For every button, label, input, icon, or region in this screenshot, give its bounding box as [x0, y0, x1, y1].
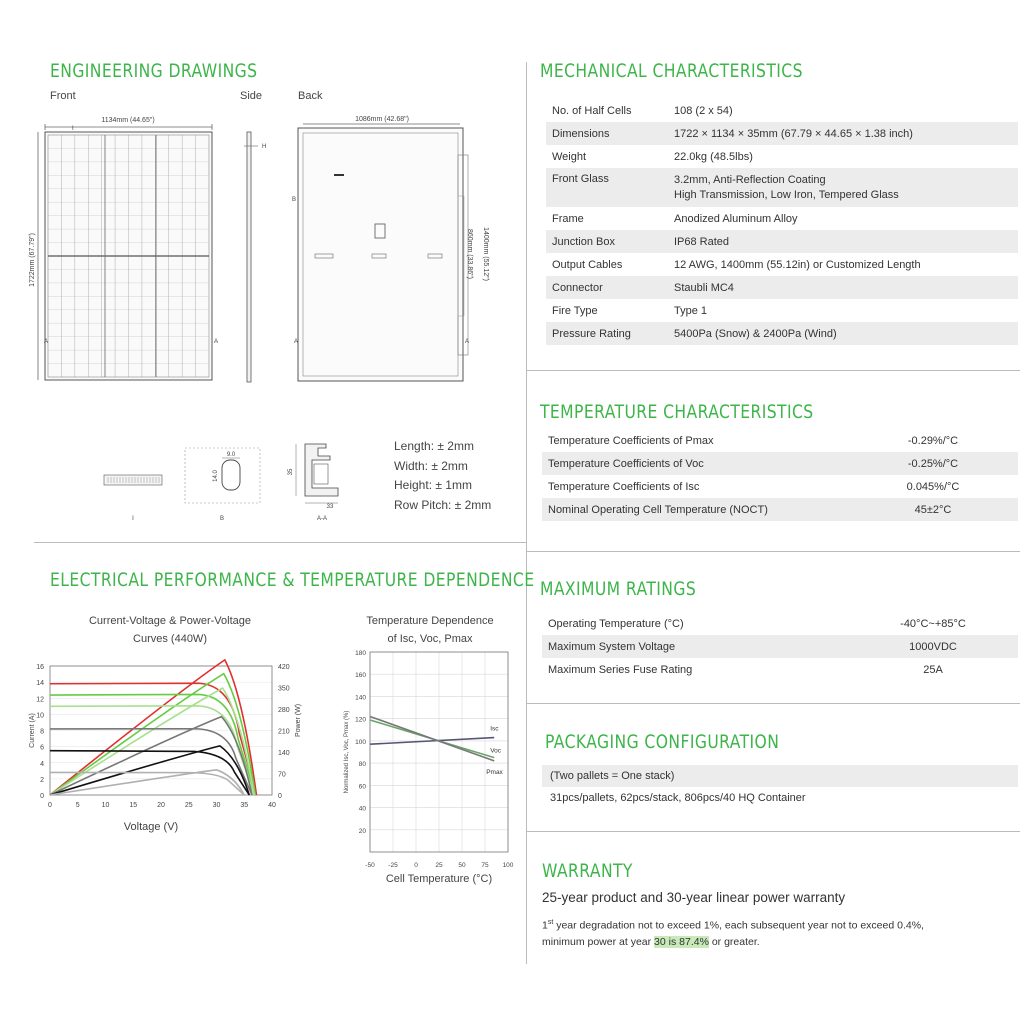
table-row: Frame Anodized Aluminum Alloy	[552, 212, 798, 225]
mark-a-back-left: A	[294, 339, 299, 345]
x-tick-label: 25	[184, 802, 193, 809]
back-height-dim: 1400mm (55.12")	[482, 227, 489, 281]
y-tick-label: 0	[40, 793, 44, 800]
table-row: Weight 22.0kg (48.5lbs)	[552, 150, 753, 163]
divider-after-ratings	[527, 703, 1020, 704]
back-width-dim: 1086mm (42.68")	[355, 116, 409, 123]
electrical-title: ELECTRICAL PERFORMANCE & TEMPERATURE DEPENDENCE	[50, 569, 535, 591]
y-tick-label: 120	[355, 716, 366, 724]
dim-14: 14.0	[213, 470, 219, 482]
warranty-title: WARRANTY	[542, 860, 633, 882]
packaging-detail: 31pcs/pallets, 62pcs/stack, 806pcs/40 HQ Container	[550, 792, 806, 804]
ratings-table	[542, 612, 1018, 681]
y2-axis-label: Power (W)	[295, 703, 302, 738]
y-tick-label: 2	[40, 776, 44, 784]
y-tick-label: 4	[40, 760, 44, 768]
y2-tick-label: 280	[278, 707, 290, 714]
back-panel-drawing	[292, 116, 489, 381]
front-label: Front	[50, 90, 76, 102]
divider-left	[34, 542, 526, 543]
warranty-subtitle: 25-year product and 30-year linear power warranty	[542, 890, 846, 905]
y2-tick-label: 420	[278, 664, 290, 671]
y2-tick-label: 70	[278, 771, 286, 779]
table-row: Operating Temperature (°C) -40°C~+85°C	[548, 617, 966, 630]
mark-a-right: A	[214, 339, 219, 345]
packaging-title: PACKAGING CONFIGURATION	[545, 731, 780, 753]
series-label-pmax: Pmax	[486, 768, 503, 776]
y-tick-label: 60	[358, 783, 366, 791]
warranty-text: 1st year degradation not to exceed 1%, each subsequent year not to exceed 0.4%, minimum power at year 30 is 87.4% or greater.	[542, 919, 924, 948]
back-label: Back	[298, 90, 323, 102]
table-row: Temperature Coefficients of Isc 0.045%/°C	[548, 480, 960, 493]
series-label-isc: Isc	[490, 725, 499, 733]
side-label: Side	[240, 90, 263, 102]
ratings-title: MAXIMUM RATINGS	[540, 578, 697, 600]
tolerance-length: Length: ± 2mm	[394, 439, 474, 453]
x-axis-label: Cell Temperature (°C)	[385, 873, 493, 885]
y-tick-label: 16	[36, 664, 44, 671]
front-panel-drawing	[29, 117, 218, 380]
x-tick-label: 50	[458, 862, 466, 869]
iv-curve	[50, 729, 252, 795]
x-tick-label: 0	[48, 802, 52, 809]
table-row: Junction Box IP68 Rated	[546, 230, 1018, 253]
divider-after-mechanical	[527, 370, 1020, 371]
dim-9: 9.0	[226, 452, 236, 458]
detail-aa-drawing	[288, 444, 338, 522]
detail-i-label: I	[132, 516, 134, 522]
detail-i-drawing	[104, 475, 162, 522]
mechanical-table	[546, 99, 1018, 345]
y-tick-label: 8	[40, 728, 44, 736]
side-drawing	[244, 132, 266, 382]
y-tick-label: 140	[355, 694, 366, 702]
tolerance-list	[394, 437, 491, 515]
back-inner-height-dim: 860mm (33.86")	[466, 229, 473, 279]
table-row: Output Cables 12 AWG, 1400mm (55.12in) or Customized Length	[552, 258, 921, 271]
y-tick-label: 80	[358, 761, 366, 769]
tolerance-width: Width: ± 2mm	[394, 458, 468, 473]
divider-after-temperature	[527, 551, 1020, 552]
mark-b: B	[292, 197, 297, 203]
y-tick-label: 160	[355, 672, 366, 680]
y-tick-label: 20	[358, 827, 366, 835]
x-tick-label: -50	[365, 862, 375, 869]
table-row: Maximum Series Fuse Rating 25A	[548, 663, 943, 676]
detail-b-drawing	[185, 448, 260, 522]
y-tick-label: 6	[40, 744, 44, 752]
table-row: Temperature Coefficients of Voc -0.25%/°C	[542, 452, 1018, 475]
table-row: Pressure Rating 5400Pa (Snow) & 2400Pa (Wind)	[546, 322, 1018, 345]
iv-chart	[0, 650, 330, 840]
table-row: No. of Half Cells 108 (2 x 54)	[552, 104, 733, 117]
table-row: Front Glass 3.2mm, Anti-Reflection Coating High Transmission, Low Iron, Tempered Glass	[546, 168, 1018, 207]
x-tick-label: 75	[481, 862, 489, 869]
front-width-dim: 1134mm (44.65")	[101, 117, 155, 124]
y-tick-label: 100	[355, 738, 366, 746]
x-tick-label: 30	[212, 802, 221, 809]
x-tick-label: 5	[75, 802, 80, 809]
y2-tick-label: 210	[278, 728, 290, 736]
x-tick-label: 100	[502, 862, 514, 869]
y-tick-label: 40	[358, 805, 366, 813]
table-row: Temperature Coefficients of Pmax -0.29%/°C	[548, 434, 959, 447]
y2-tick-label: 350	[278, 685, 290, 693]
mechanical-title: MECHANICAL CHARACTERISTICS	[540, 60, 803, 82]
detail-aa-label: A-A	[316, 516, 328, 522]
x-axis-label: Voltage (V)	[123, 821, 179, 833]
table-row: Dimensions 1722 × 1134 × 35mm (67.79 × 44.65 × 1.38 inch)	[546, 122, 1018, 145]
table-row: Maximum System Voltage 1000VDC	[542, 635, 1018, 658]
y-tick-label: 180	[355, 650, 366, 657]
series-label-voc: Voc	[490, 747, 502, 755]
x-tick-label: 25	[435, 862, 443, 869]
table-row: Fire Type Type 1	[552, 304, 708, 317]
table-row: Connector Staubli MC4	[546, 276, 1018, 299]
x-tick-label: 15	[129, 802, 138, 809]
warranty-highlight: 30 is 87.4%	[654, 935, 709, 948]
tolerance-height: Height: ± 1mm	[394, 478, 472, 492]
engineering-drawings-title: ENGINEERING DRAWINGS	[50, 60, 258, 82]
x-tick-label: -25	[388, 862, 398, 869]
temperature-table	[542, 429, 1018, 521]
mark-a-back-right: A	[465, 339, 470, 345]
x-tick-label: 20	[157, 802, 165, 809]
detail-b-label: B	[219, 516, 225, 522]
temp-chart	[330, 644, 526, 894]
mark-i: I	[72, 126, 74, 132]
dim-35: 35	[288, 468, 294, 476]
y2-tick-label: 140	[278, 750, 290, 757]
tolerance-row-pitch: Row Pitch: ± 2mm	[394, 497, 492, 512]
mark-h: H	[262, 144, 267, 150]
y-tick-label: 14	[36, 680, 44, 688]
y-axis-label: Current (A)	[29, 713, 36, 748]
temp-chart-title: Temperature Dependence of Isc, Voc, Pmax	[366, 615, 494, 645]
vertical-divider	[526, 62, 527, 964]
x-tick-label: 0	[414, 862, 418, 869]
y-tick-label: 10	[36, 712, 44, 720]
x-tick-label: 10	[101, 802, 110, 809]
x-tick-label: 35	[240, 802, 249, 809]
y-tick-label: 12	[36, 696, 44, 704]
front-height-dim: 1722mm (67.79")	[29, 233, 36, 287]
divider-after-packaging	[527, 831, 1020, 832]
packaging-note: (Two pallets = One stack)	[542, 765, 1018, 787]
iv-chart-title: Current-Voltage & Power-Voltage Curves (440W)	[88, 615, 252, 645]
dim-33: 33	[326, 504, 334, 510]
mark-a-left: A	[44, 339, 49, 345]
y2-tick-label: 0	[278, 793, 282, 800]
y-axis-label: Normalized Isc, Voc, Pmax (%)	[344, 710, 350, 794]
x-tick-label: 40	[268, 802, 276, 809]
temperature-title: TEMPERATURE CHARACTERISTICS	[540, 401, 814, 423]
table-row: Nominal Operating Cell Temperature (NOCT) 45±2°C	[542, 498, 1018, 521]
